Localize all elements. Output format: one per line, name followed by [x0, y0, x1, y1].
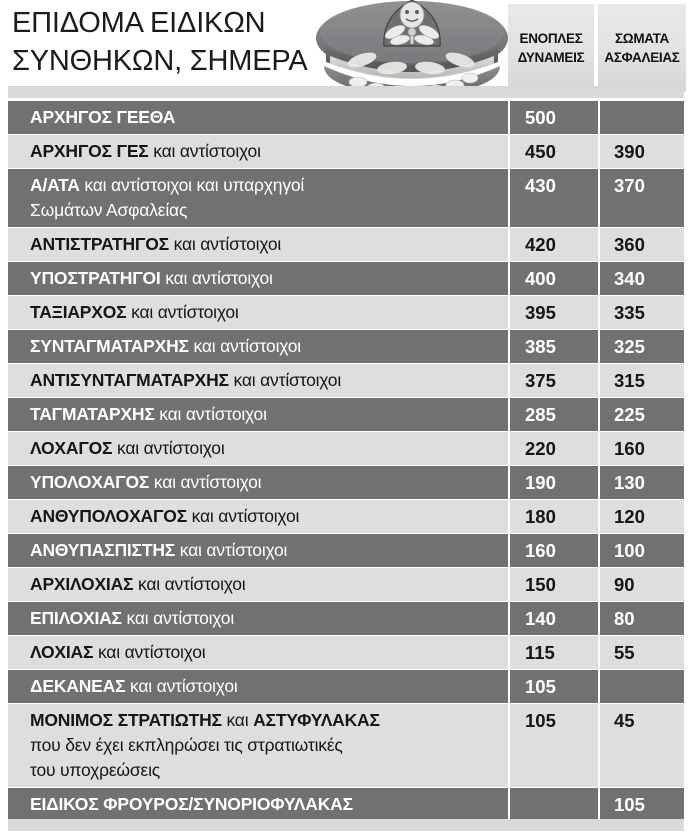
rank-qualifier: και αντίστοιχοι	[149, 472, 262, 492]
rank-label-line	[30, 266, 508, 291]
rank-qualifier: και αντίστοιχοι και υπαρχηγοί	[79, 175, 305, 195]
rank-name: Α/ΑΤΑ	[30, 175, 80, 195]
rank-qualifier: και αντίστοιχοι	[168, 234, 282, 254]
armed-forces-value: 395	[525, 302, 556, 323]
column-separator	[508, 704, 510, 787]
rank-name: ΛΟΧΙΑΣ	[30, 642, 94, 662]
column-separator	[598, 262, 600, 295]
column-header-security-forces-line-2: ΑΣΦΑΛΕΙΑΣ	[604, 50, 680, 65]
table-row	[8, 168, 684, 227]
rank-label	[8, 670, 508, 703]
table-row	[8, 397, 684, 431]
security-forces-value	[598, 101, 684, 109]
rank-label	[8, 364, 508, 397]
rank-label-line	[30, 368, 508, 393]
rank-qualifier: και αντίστοιχοι	[148, 141, 261, 161]
column-separator	[508, 636, 510, 669]
rank-qualifier: και	[221, 710, 254, 730]
rank-label-line	[30, 606, 508, 631]
rank-label-line	[30, 572, 508, 597]
table-row	[8, 567, 684, 601]
column-separator	[508, 228, 510, 261]
rank-label	[8, 636, 508, 669]
column-separator	[598, 466, 600, 499]
rank-name: ΤΑΓΜΑΤΑΡΧΗΣ	[30, 404, 155, 424]
rank-qualifier: και αντίστοιχοι	[133, 574, 246, 594]
armed-forces-value: 420	[525, 234, 556, 255]
rank-qualifier: και αντίστοιχοι	[126, 302, 239, 322]
table-row	[8, 261, 684, 295]
table-row	[8, 499, 684, 533]
column-separator	[598, 432, 600, 465]
rank-label	[8, 602, 508, 635]
column-separator	[598, 135, 600, 168]
armed-forces-value: 105	[525, 710, 556, 731]
column-separator	[508, 169, 510, 227]
column-separator	[598, 602, 600, 635]
armed-forces-value	[508, 788, 598, 796]
column-separator	[508, 500, 510, 533]
rank-qualifier: και αντίστοιχοι	[160, 268, 273, 288]
security-forces-value	[598, 670, 684, 678]
security-forces-value: 160	[614, 438, 645, 459]
column-separator	[598, 568, 600, 601]
table-row	[8, 787, 684, 821]
column-separator	[508, 432, 510, 465]
rank-qualifier: Σωμάτων Ασφαλείας	[30, 200, 188, 220]
column-header-armed-forces-line-1: ΕΝΟΠΛΕΣ	[519, 31, 583, 46]
rank-label-line	[30, 758, 508, 783]
rank-name: ΜΟΝΙΜΟΣ ΣΤΡΑΤΙΩΤΗΣ	[30, 710, 222, 730]
rank-name: ΤΑΞΙΑΡΧΟΣ	[30, 302, 127, 322]
column-separator	[598, 704, 600, 787]
security-forces-value: 55	[614, 642, 635, 663]
armed-forces-value: 375	[525, 370, 556, 391]
column-separator	[598, 500, 600, 533]
rank-name: ΕΙΔΙΚΟΣ ΦΡΟΥΡΟΣ/ΣΥΝΟΡΙΟΦΥΛΑΚΑΣ	[30, 794, 353, 814]
rank-name: ΑΝΘΥΠΑΣΠΙΣΤΗΣ	[30, 540, 176, 560]
security-forces-value: 80	[614, 608, 635, 629]
security-forces-value: 225	[614, 404, 645, 425]
allowance-table	[8, 101, 684, 821]
armed-forces-value: 450	[525, 141, 556, 162]
rank-label-line	[30, 504, 508, 529]
rank-label-line	[30, 232, 508, 257]
rank-name: ΑΡΧΗΓΟΣ ΓΕΕΘΑ	[30, 107, 176, 127]
rank-label	[8, 296, 508, 329]
rank-label-line	[30, 674, 508, 699]
armed-forces-value: 160	[525, 540, 556, 561]
security-forces-value: 315	[614, 370, 645, 391]
table-row	[8, 635, 684, 669]
armed-forces-value: 285	[525, 404, 556, 425]
rank-label	[8, 704, 508, 787]
column-separator	[598, 330, 600, 363]
column-separator	[598, 636, 600, 669]
rank-name-secondary: ΑΣΤΥΦΥΛΑΚΑΣ	[253, 710, 380, 730]
rank-label-line	[30, 173, 508, 198]
table-row	[8, 465, 684, 499]
security-forces-value: 360	[614, 234, 645, 255]
rank-name: ΑΝΤΙΣΤΡΑΤΗΓΟΣ	[30, 234, 169, 254]
rank-label	[8, 568, 508, 601]
table-row	[8, 703, 684, 787]
table-row	[8, 227, 684, 261]
column-separator	[508, 135, 510, 168]
column-separator	[508, 788, 510, 821]
rank-label	[8, 466, 508, 499]
column-separator	[508, 296, 510, 329]
armed-forces-value: 220	[525, 438, 556, 459]
rank-label	[8, 169, 508, 227]
rank-label	[8, 101, 508, 134]
rank-label	[8, 135, 508, 168]
column-separator	[508, 398, 510, 431]
page-title	[12, 4, 342, 80]
table-row	[8, 134, 684, 168]
rank-name: ΥΠΟΛΟΧΑΓΟΣ	[30, 472, 150, 492]
table-row	[8, 101, 684, 134]
security-forces-value: 45	[614, 710, 635, 731]
rank-qualifier: και αντίστοιχοι	[228, 370, 342, 390]
armed-forces-value: 430	[525, 175, 556, 196]
table-row	[8, 431, 684, 465]
military-officer-cap-icon	[300, 0, 525, 98]
rank-label	[8, 330, 508, 363]
column-separator	[508, 602, 510, 635]
column-separator	[598, 534, 600, 567]
armed-forces-value: 385	[525, 336, 556, 357]
security-forces-value: 340	[614, 268, 645, 289]
rank-label-line	[30, 640, 508, 665]
rank-name: ΥΠΟΣΤΡΑΤΗΓΟΙ	[30, 268, 161, 288]
column-separator	[598, 296, 600, 329]
table-row	[8, 363, 684, 397]
rank-label-line	[30, 733, 508, 758]
column-header-armed-forces	[508, 4, 594, 92]
rank-qualifier: του υποχρεώσεις	[30, 760, 161, 780]
table-row	[8, 669, 684, 703]
armed-forces-value: 190	[525, 472, 556, 493]
page-title-line-1: ΕΠΙΔΟΜΑ ΕΙΔΙΚΩΝ	[12, 7, 266, 39]
armed-forces-value: 115	[525, 642, 555, 663]
rank-label	[8, 500, 508, 533]
table-row	[8, 601, 684, 635]
rank-label-line	[30, 105, 508, 130]
rank-label-line	[30, 708, 508, 733]
column-separator	[508, 262, 510, 295]
rank-qualifier: και αντίστοιχοι	[125, 676, 238, 696]
column-separator	[508, 466, 510, 499]
column-separator	[508, 670, 510, 703]
table-footer-band	[8, 819, 684, 831]
rank-name: ΑΝΘΥΠΟΛΟΧΑΓΟΣ	[30, 506, 188, 526]
column-separator	[598, 101, 600, 134]
column-separator	[508, 330, 510, 363]
security-forces-value: 370	[614, 175, 645, 196]
security-forces-value: 120	[614, 506, 645, 527]
rank-name: ΣΥΝΤΑΓΜΑΤΑΡΧΗΣ	[30, 336, 189, 356]
rank-label-line	[30, 436, 508, 461]
security-forces-value: 335	[614, 302, 645, 323]
table-row	[8, 329, 684, 363]
column-separator	[598, 364, 600, 397]
rank-label-line	[30, 300, 508, 325]
rank-label	[8, 262, 508, 295]
rank-qualifier: και αντίστοιχοι	[93, 642, 206, 662]
column-separator	[508, 101, 510, 134]
rank-label-line	[30, 470, 508, 495]
column-header-security-forces	[598, 4, 686, 92]
table-row	[8, 295, 684, 329]
column-header-armed-forces-line-2: ΔΥΝΑΜΕΙΣ	[517, 50, 585, 65]
armed-forces-value: 105	[525, 676, 556, 697]
column-header-security-forces-line-1: ΣΩΜΑΤΑ	[615, 31, 669, 46]
rank-qualifier: και αντίστοιχοι	[121, 608, 235, 628]
security-forces-value: 130	[614, 472, 645, 493]
security-forces-value: 325	[614, 336, 645, 357]
table-row	[8, 533, 684, 567]
column-separator	[598, 398, 600, 431]
armed-forces-value: 180	[525, 506, 556, 527]
infographic-header	[0, 0, 699, 100]
column-separator	[598, 788, 600, 821]
rank-label-line	[30, 198, 508, 223]
column-separator	[598, 670, 600, 703]
rank-qualifier: και αντίστοιχοι	[188, 336, 302, 356]
rank-qualifier: και αντίστοιχοι	[112, 438, 225, 458]
rank-label	[8, 398, 508, 431]
rank-label	[8, 432, 508, 465]
column-separator	[598, 228, 600, 261]
rank-qualifier: και αντίστοιχοι	[175, 540, 288, 560]
column-separator	[598, 169, 600, 227]
rank-name: ΕΠΙΛΟΧΙΑΣ	[30, 608, 122, 628]
rank-name: ΑΡΧΗΓΟΣ ΓΕΣ	[30, 141, 149, 161]
rank-label-line	[30, 538, 508, 563]
rank-label	[8, 228, 508, 261]
armed-forces-value: 400	[525, 268, 556, 289]
rank-label-line	[30, 139, 508, 164]
column-separator	[508, 364, 510, 397]
security-forces-value: 90	[614, 574, 635, 595]
column-separator	[508, 534, 510, 567]
armed-forces-value: 500	[525, 107, 556, 128]
rank-label	[8, 534, 508, 567]
page-title-line-2: ΣΥΝΘΗΚΩΝ, ΣΗΜΕΡΑ	[12, 45, 308, 77]
rank-label-line	[30, 792, 508, 817]
column-separator	[508, 568, 510, 601]
rank-name: ΛΟΧΑΓΟΣ	[30, 438, 113, 458]
security-forces-value: 390	[614, 141, 645, 162]
security-forces-value: 100	[614, 540, 645, 561]
armed-forces-value: 140	[525, 608, 556, 629]
rank-label	[8, 788, 508, 821]
rank-label-line	[30, 334, 508, 359]
rank-qualifier: και αντίστοιχοι	[187, 506, 300, 526]
rank-label-line	[30, 402, 508, 427]
rank-qualifier: που δεν έχει εκπληρώσει τις στρατιωτικές	[30, 735, 343, 755]
rank-name: ΑΝΤΙΣΥΝΤΑΓΜΑΤΑΡΧΗΣ	[30, 370, 229, 390]
security-forces-value: 105	[614, 794, 645, 815]
armed-forces-value: 150	[525, 574, 556, 595]
rank-name: ΑΡΧΙΛΟΧΙΑΣ	[30, 574, 134, 594]
title-divider-band	[8, 86, 684, 98]
rank-qualifier: και αντίστοιχοι	[154, 404, 267, 424]
rank-name: ΔΕΚΑΝΕΑΣ	[30, 676, 126, 696]
